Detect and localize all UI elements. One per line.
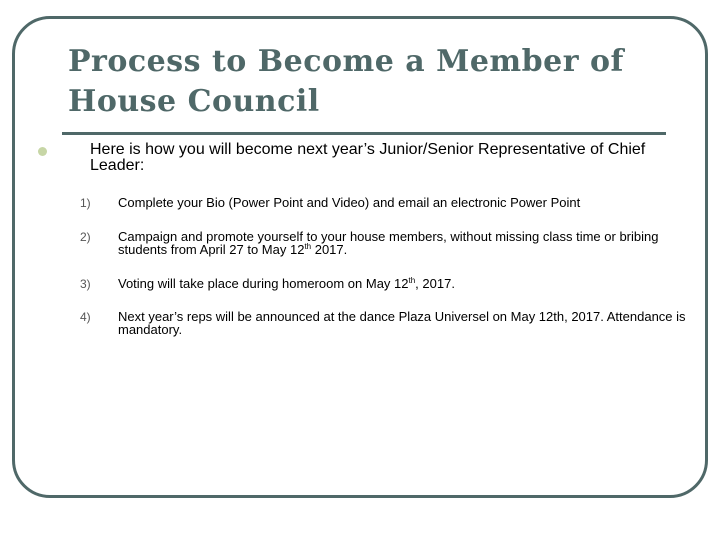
step-4-number: 4): [80, 310, 91, 324]
step-2-text: [118, 230, 708, 256]
slide-title: Process to Become a Member of House Council: [68, 44, 624, 119]
step-2-text-main: Campaign and promote yourself to your house members, without missing class time or bribing students from April 27 to May 12: [118, 229, 659, 257]
step-1-text: Complete your Bio (Power Point and Video) and email an electronic Power Point: [118, 195, 581, 210]
intro-text: Here is how you will become next year’s Junior/Senior Representative of Chief Leader:: [90, 141, 646, 174]
step-3-number: 3): [80, 277, 91, 291]
step-1-number: 1): [80, 196, 91, 210]
step-3-text-end: , 2017.: [415, 276, 455, 291]
step-3-text-main: Voting will take place during homeroom on May 12: [118, 276, 409, 291]
step-2-number: 2): [80, 230, 91, 244]
step-3-text: [118, 277, 708, 290]
step-4-text: Next year’s reps will be announced at the dance Plaza Universel on May 12th, 2017. Attendance is mandatory.: [118, 309, 686, 337]
step-2-superscript: th: [304, 242, 312, 251]
step-3-superscript: th: [408, 276, 416, 285]
step-2-text-end: 2017.: [311, 242, 348, 257]
